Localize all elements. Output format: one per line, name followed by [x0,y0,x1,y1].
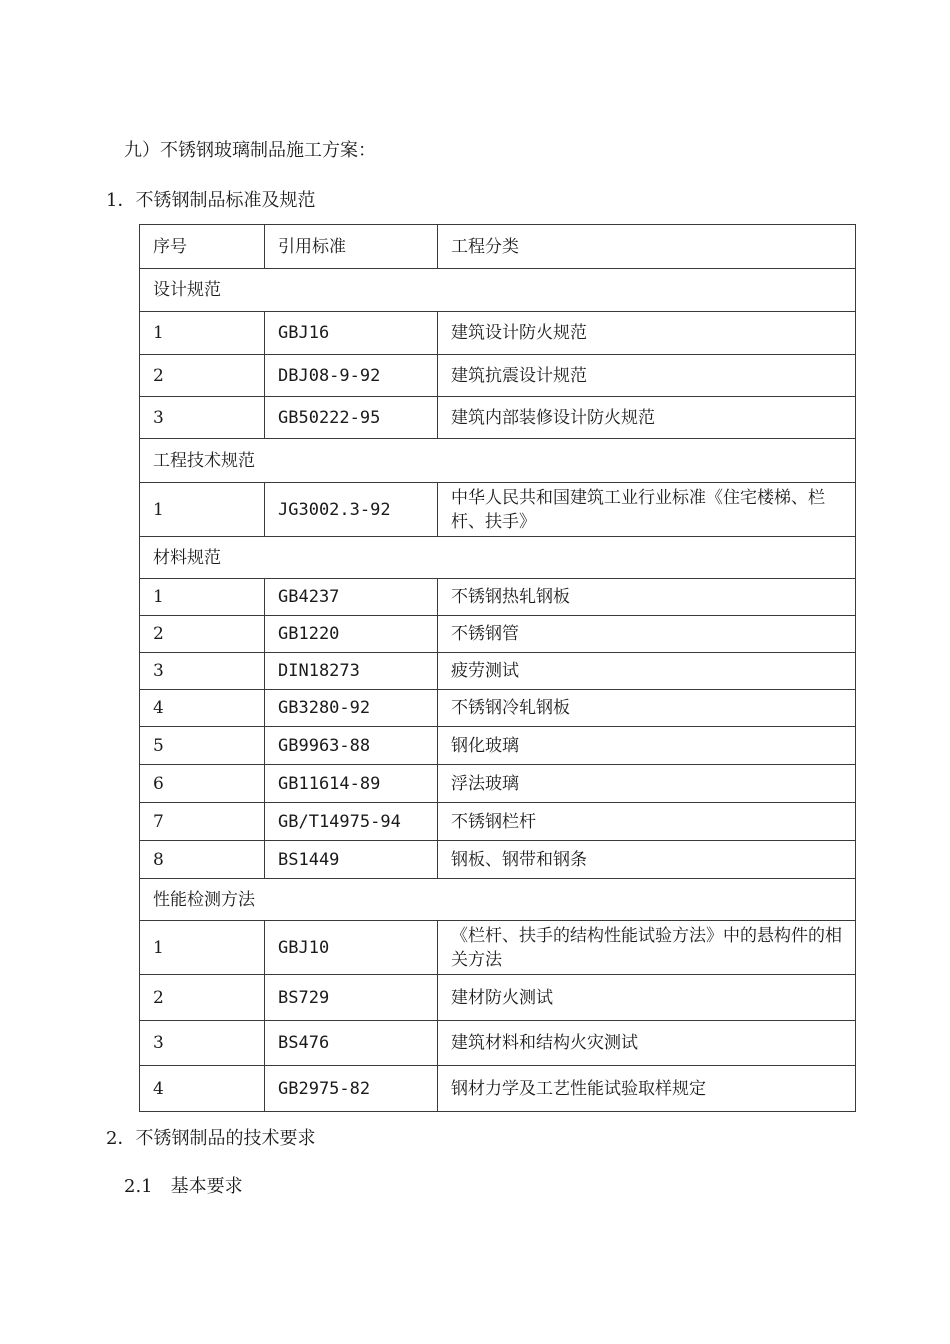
row-index: 3 [140,1021,265,1066]
row-category: 疲劳测试 [438,653,856,690]
table-row [140,397,856,439]
row-category: 钢板、钢带和钢条 [438,841,856,879]
row-standard: GB4237 [265,579,438,616]
row-category: 建筑材料和结构火灾测试 [438,1021,856,1066]
category-label: 设计规范 [140,269,856,312]
row-category: 钢材力学及工艺性能试验取样规定 [438,1066,856,1112]
row-standard: BS1449 [265,841,438,879]
category-label: 材料规范 [140,537,856,579]
row-category: 不锈钢冷轧钢板 [438,690,856,727]
row-index: 2 [140,616,265,653]
row-index: 2 [140,355,265,397]
header-category: 工程分类 [438,225,856,269]
table-row [140,765,856,803]
row-category: 建材防火测试 [438,975,856,1021]
table-row [140,803,856,841]
row-index: 6 [140,765,265,803]
category-label: 性能检测方法 [140,879,856,921]
row-standard: BS476 [265,1021,438,1066]
category-row [140,439,856,483]
header-standard: 引用标准 [265,225,438,269]
section-1-title: 1．不锈钢制品标准及规范 [106,190,316,211]
row-index: 7 [140,803,265,841]
row-index: 4 [140,1066,265,1112]
row-standard: GB2975-82 [265,1066,438,1112]
header-index: 序号 [140,225,265,269]
table-row [140,727,856,765]
table-row [140,355,856,397]
row-standard: DIN18273 [265,653,438,690]
row-category: 建筑抗震设计规范 [438,355,856,397]
row-index: 4 [140,690,265,727]
row-category: 不锈钢热轧钢板 [438,579,856,616]
row-standard: BS729 [265,975,438,1021]
row-category: 不锈钢栏杆 [438,803,856,841]
table-row [140,579,856,616]
table-row [140,653,856,690]
row-index: 1 [140,921,265,975]
table-row [140,1021,856,1066]
subsection-2-1-title: 2.1 基本要求 [124,1176,243,1197]
standards-table [139,224,856,1112]
category-label: 工程技术规范 [140,439,856,483]
row-category: 建筑内部装修设计防火规范 [438,397,856,439]
category-row [140,537,856,579]
row-standard: GB11614-89 [265,765,438,803]
table-row [140,921,856,975]
document-heading: 九）不锈钢玻璃制品施工方案： [124,140,376,161]
table-row [140,975,856,1021]
table-row [140,1066,856,1112]
row-index: 1 [140,312,265,355]
row-index: 2 [140,975,265,1021]
category-row [140,269,856,312]
row-index: 3 [140,397,265,439]
row-index: 1 [140,579,265,616]
row-category: 钢化玻璃 [438,727,856,765]
table-row [140,312,856,355]
row-standard: JG3002.3-92 [265,483,438,537]
row-standard: DBJ08-9-92 [265,355,438,397]
row-category: 建筑设计防火规范 [438,312,856,355]
row-standard: GB50222-95 [265,397,438,439]
table-row [140,841,856,879]
row-category: 中华人民共和国建筑工业行业标准《住宅楼梯、栏杆、扶手》 [438,483,856,537]
category-row [140,879,856,921]
row-index: 1 [140,483,265,537]
table-row [140,690,856,727]
row-category: 不锈钢管 [438,616,856,653]
row-standard: GB1220 [265,616,438,653]
row-standard: GB9963-88 [265,727,438,765]
row-index: 3 [140,653,265,690]
row-index: 5 [140,727,265,765]
row-category: 浮法玻璃 [438,765,856,803]
table-row [140,616,856,653]
row-index: 8 [140,841,265,879]
row-standard: GBJ10 [265,921,438,975]
row-standard: GB3280-92 [265,690,438,727]
row-standard: GB/T14975-94 [265,803,438,841]
table-header-row [140,225,856,269]
row-standard: GBJ16 [265,312,438,355]
table-row [140,483,856,537]
row-category: 《栏杆、扶手的结构性能试验方法》中的悬构件的相关方法 [438,921,856,975]
section-2-title: 2．不锈钢制品的技术要求 [106,1128,316,1149]
